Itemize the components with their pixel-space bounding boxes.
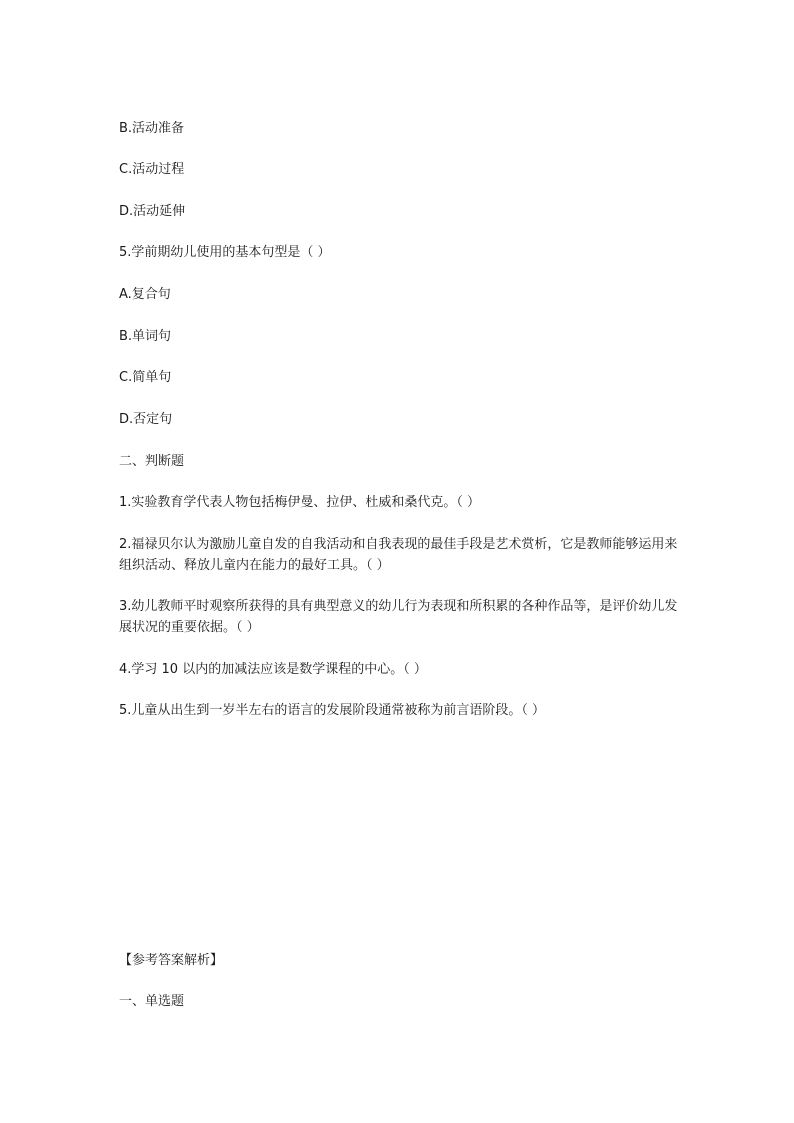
section-heading-judgement: 二、判断题 (119, 454, 185, 469)
option-d: D.活动延伸 (119, 204, 186, 219)
judgement-item-4: 4.学习 10 以内的加减法应该是数学课程的中心。（ ） (119, 662, 427, 677)
answers-heading: 【参考答案解析】 (119, 953, 224, 968)
question-5-option-d: D.否定句 (119, 412, 173, 427)
option-b: B.活动准备 (119, 121, 185, 136)
judgement-item-5: 5.儿童从出生到一岁半左右的语言的发展阶段通常被称为前言语阶段。（ ） (119, 703, 546, 718)
judgement-item-3: 3.幼儿教师平时观察所获得的具有典型意义的幼儿行为表现和所积累的各种作品等，是评价幼儿发展状况的重要依据。（ ） (119, 599, 678, 635)
question-5: 5.学前期幼儿使用的基本句型是（ ） (119, 245, 331, 260)
judgement-item-2: 2.福禄贝尔认为激励儿童自发的自我活动和自我表现的最佳手段是艺术赏析，它是教师能够运用来组织活动、释放儿童内在能力的最好工具。（ ） (119, 537, 678, 573)
judgement-item-1: 1.实验教育学代表人物包括梅伊曼、拉伊、杜威和桑代克。（ ） (119, 495, 481, 510)
option-c: C.活动过程 (119, 162, 185, 177)
answers-section-1: 一、单选题 (119, 994, 185, 1009)
question-5-option-c: C.简单句 (119, 370, 172, 385)
question-5-option-b: B.单词句 (119, 329, 172, 344)
question-5-option-a: A.复合句 (119, 287, 171, 302)
